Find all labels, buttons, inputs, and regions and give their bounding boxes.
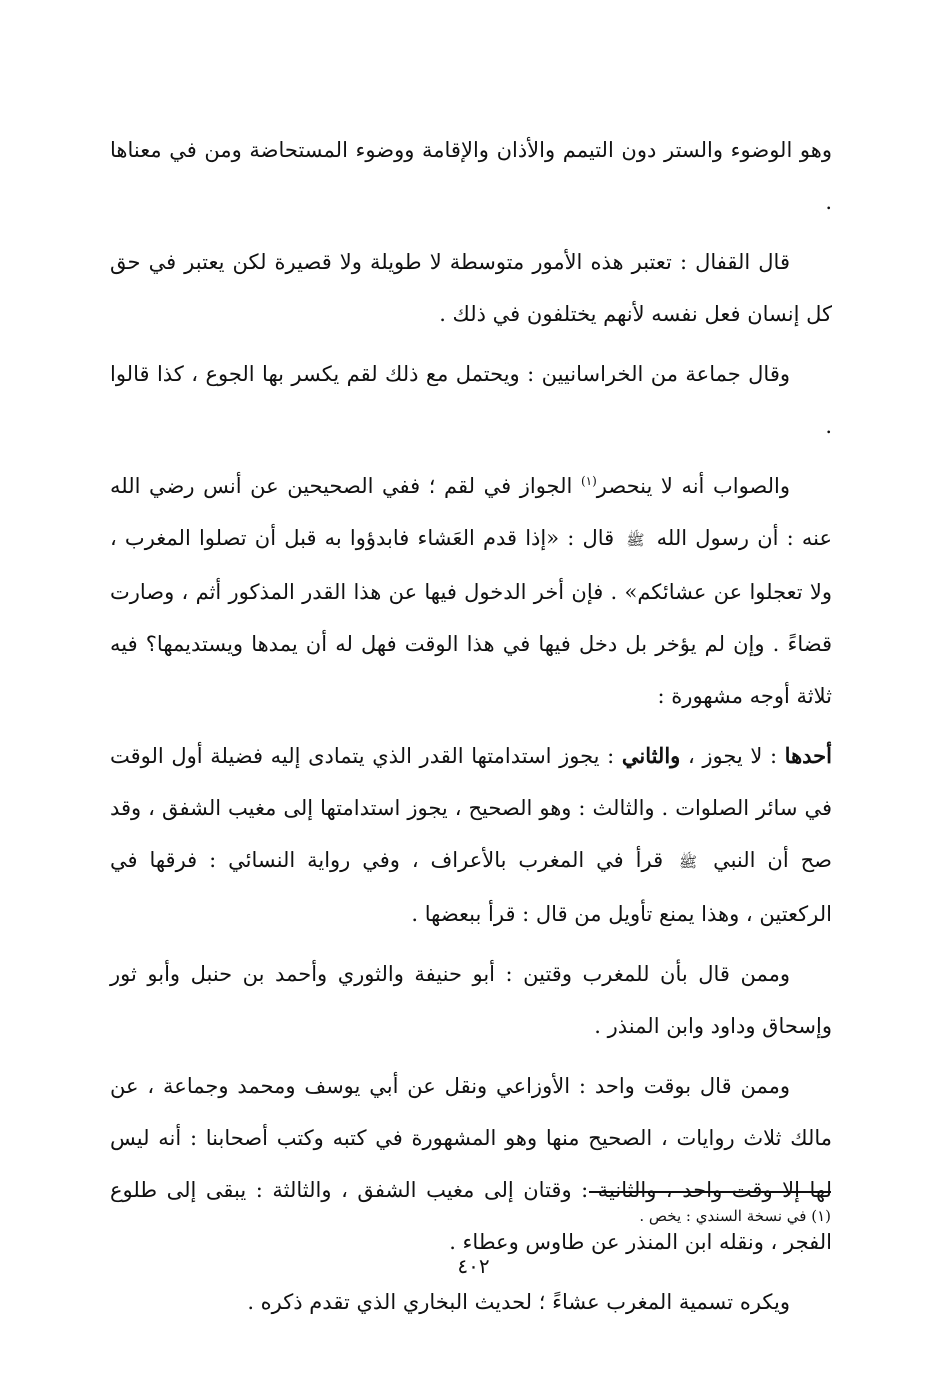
paragraph-6-text: وممن قال بأن للمغرب وقتين : أبو حنيفة والثوري وأحمد بن حنبل وأبو ثور وإسحاق وداود وابن المنذر . — [110, 962, 832, 1038]
main-text — [110, 124, 832, 1336]
paragraph-5-second-label: والثاني — [621, 743, 681, 768]
footnote-text: (١) في نسخة السندي : يخص . — [639, 1207, 831, 1225]
paragraph-3-text: وقال جماعة من الخراسانيين : ويحتمل مع ذلك لقم يكسر بها الجوع ، كذا قالوا . — [110, 362, 832, 438]
paragraph-7 — [110, 1060, 832, 1268]
paragraph-4-text-b: الجواز في لقم ؛ ففي الصحيحين عن أنس رضي الله عنه : أن رسول الله — [110, 474, 832, 550]
paragraph-5-text-b: : يجوز استدامتها القدر الذي يتمادى إليه فضيلة أول الوقت في سائر الصلوات . والثالث : وهو الصحيح ، يجوز استدامتها إلى مغيب الشفق ، وقد صح أن النبي — [110, 744, 832, 872]
paragraph-5-first-label: أحدها — [784, 743, 832, 768]
paragraph-6 — [110, 948, 832, 1052]
paragraph-4 — [110, 460, 832, 722]
paragraph-2-text: قال القفال : تعتبر هذه الأمور متوسطة لا طويلة ولا قصيرة لكن يعتبر في حق كل إنسان فعل نفسه لأنهم يختلفون في ذلك . — [110, 250, 832, 326]
paragraph-1 — [110, 124, 832, 228]
page-number: ٤٠٢ — [457, 1254, 490, 1278]
paragraph-5 — [110, 730, 832, 940]
paragraph-1-text: وهو الوضوء والستر دون التيمم والأذان والإقامة ووضوء المستحاضة ومن في معناها . — [110, 138, 832, 214]
paragraph-5-text-c: قرأ في المغرب بالأعراف ، وفي رواية النسائي : فرقها في الركعتين ، وهذا يمنع تأويل من قال : قرأ ببعضها . — [110, 848, 832, 926]
paragraph-8 — [110, 1276, 832, 1328]
salawat-glyph-2: ﷺ — [679, 853, 698, 871]
paragraph-7-text: وممن قال بوقت واحد : الأوزاعي ونقل عن أبي يوسف ومحمد وجماعة ، عن مالك ثلاث روايات ، الصحيح منها وهو المشهورة في كتبه وكتب أصحابنا : أنه ليس لها إلا وقت واحد ، والثانية : وقتان إلى مغيب الشفق ، والثالثة : يبقى إلى طلوع الفجر ، ونقله ابن المنذر عن طاوس وعطاء . — [110, 1074, 832, 1254]
salawat-glyph: ﷺ — [626, 531, 645, 549]
paragraph-4-text-a: والصواب أنه لا ينحصر — [596, 474, 791, 498]
paragraph-8-text: ويكره تسمية المغرب عشاءً ؛ لحديث البخاري الذي تقدم ذكره . — [247, 1290, 790, 1314]
footnote-marker: (١) — [580, 474, 597, 488]
paragraph-3 — [110, 348, 832, 452]
paragraph-5-text-a: : لا يجوز ، — [680, 744, 785, 768]
footnote — [639, 1203, 831, 1229]
paragraph-2 — [110, 236, 832, 340]
footnote-separator — [589, 1191, 831, 1193]
paragraph-4-text-c: قال : «إذا قدم العَشاء فابدؤوا به قبل أن تصلوا المغرب ، ولا تعجلوا عن عشائكم» . فإن أخر الدخول فيها عن هذا القدر المذكور أثم ، وصارت قضاءً . وإن لم يؤخر بل دخل فيها في هذا الوقت فهل له أن يمدها ويستديمها؟ فيه ثلاثة أوجه مشهورة : — [110, 526, 832, 708]
